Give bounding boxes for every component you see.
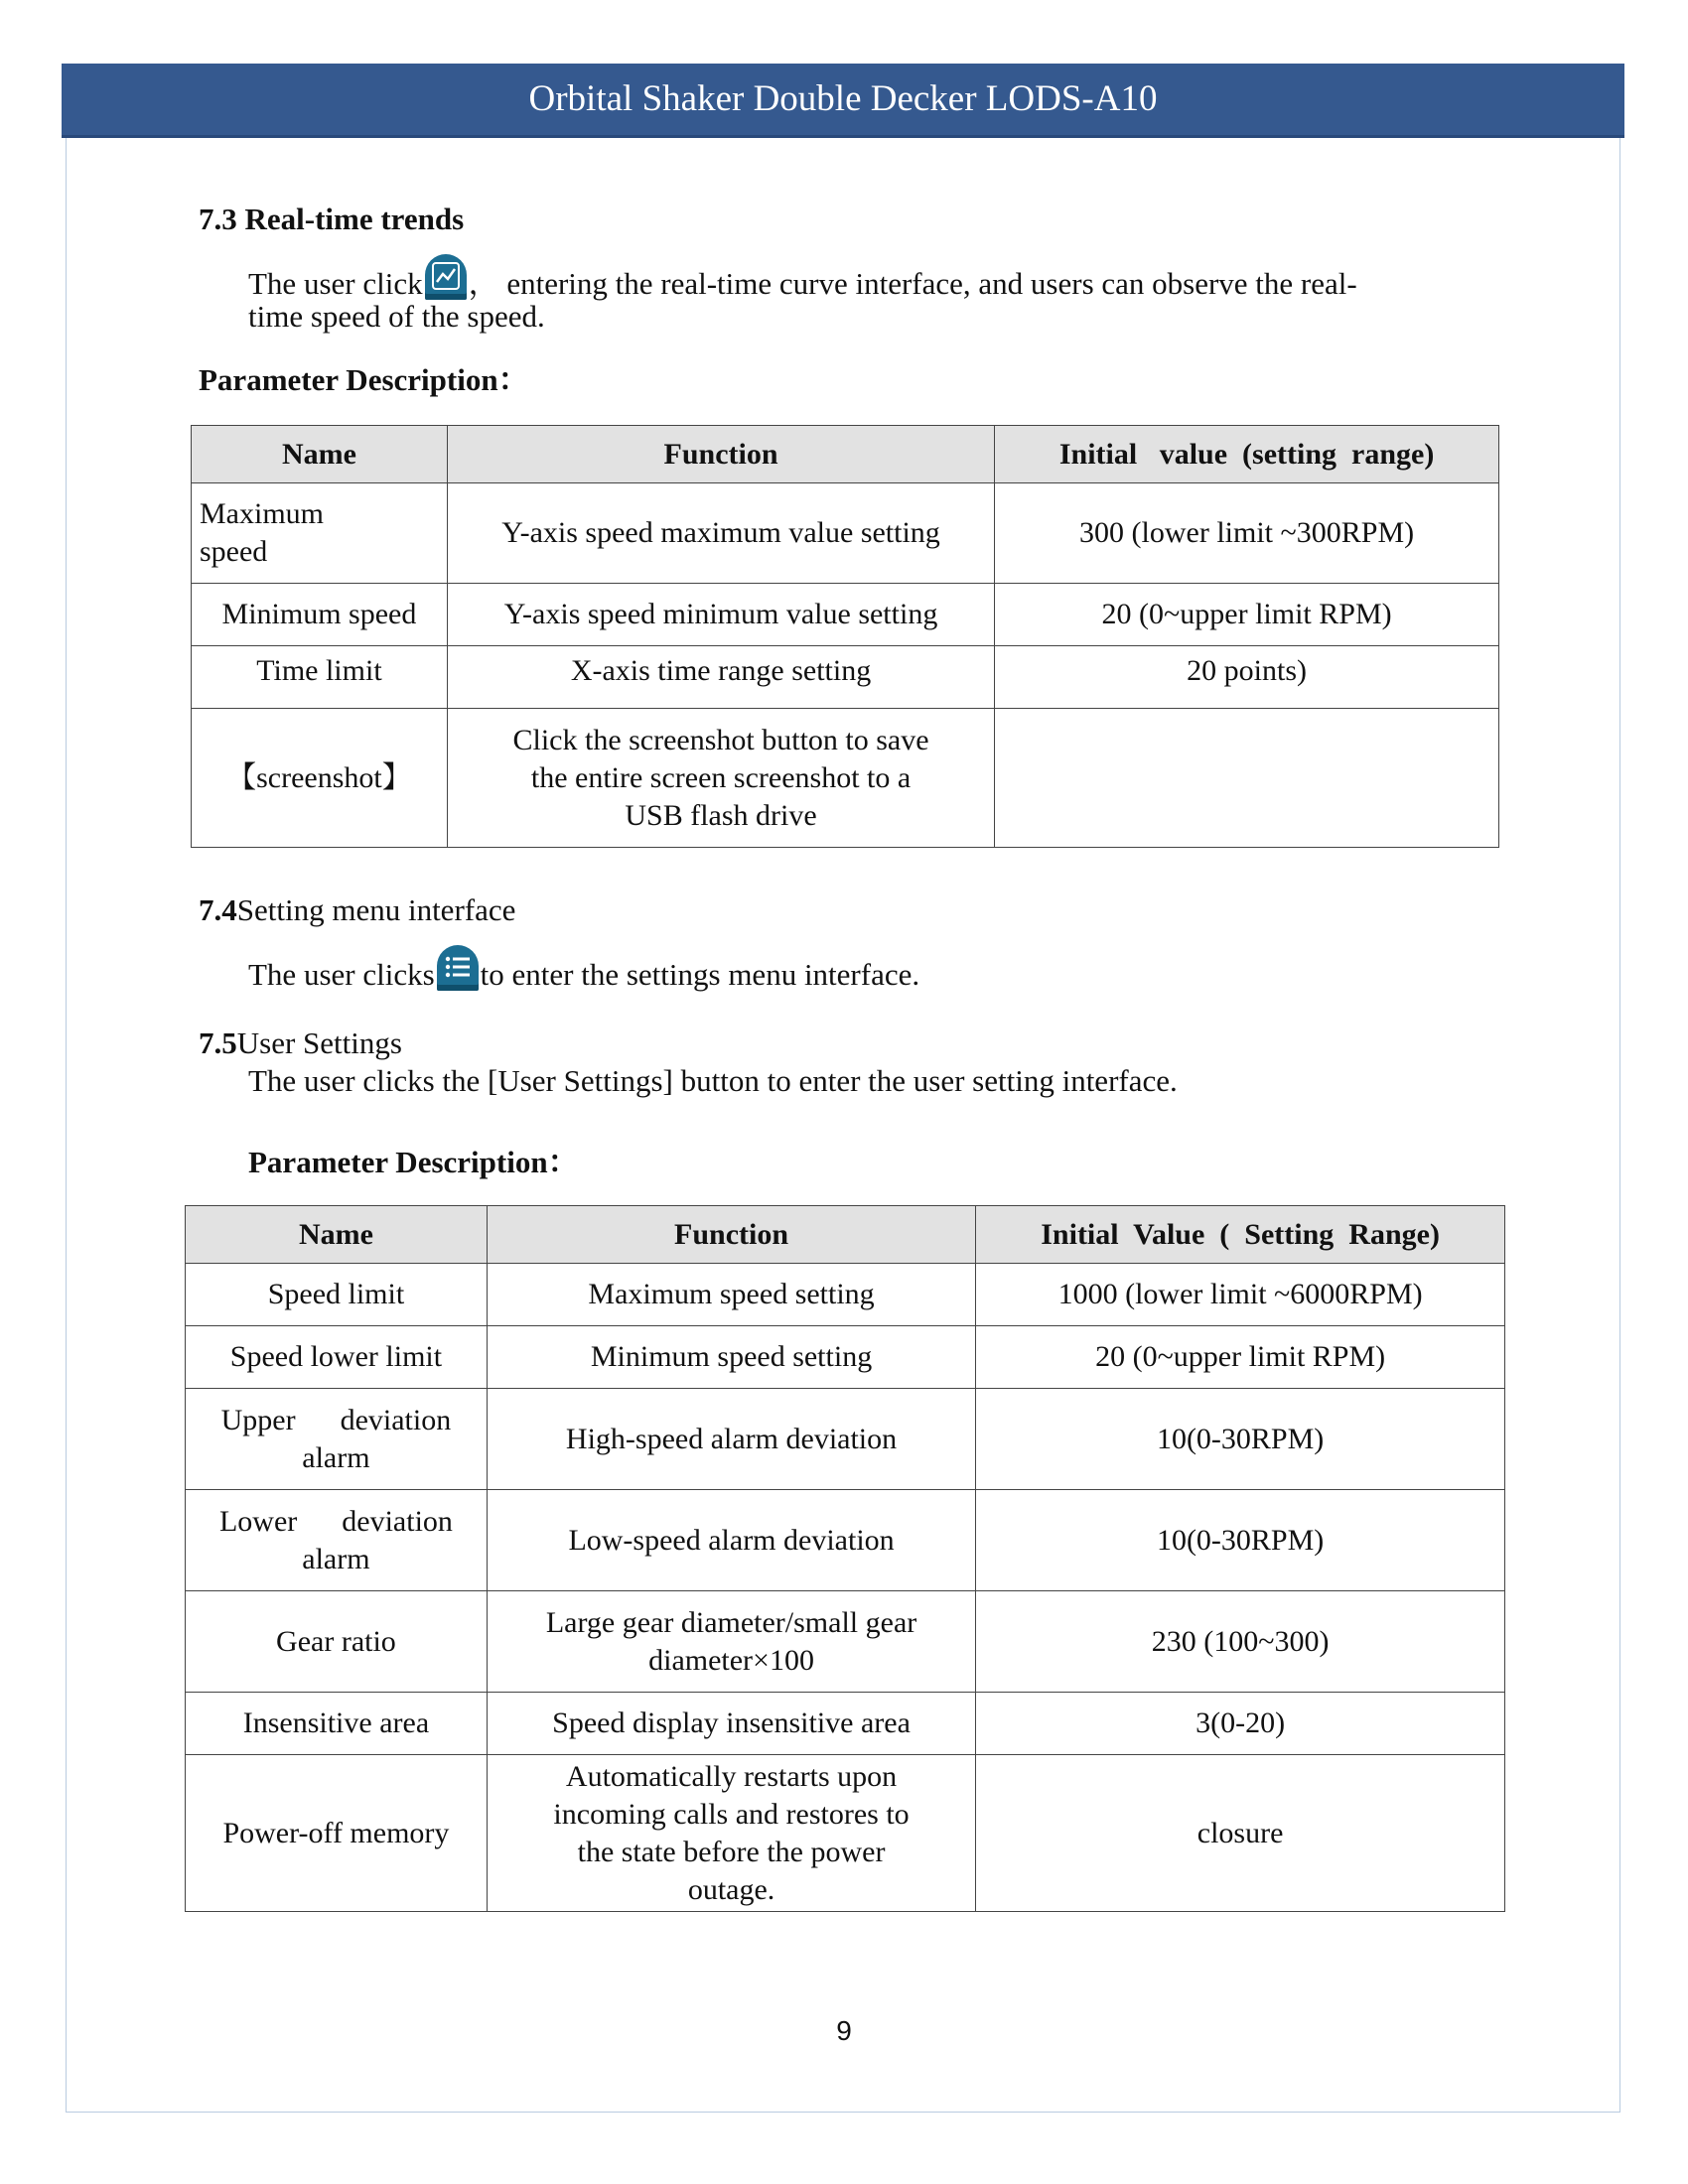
- table2-cell: Low-speed alarm deviation: [487, 1490, 975, 1591]
- table2-cell: 10(0-30RPM): [976, 1490, 1505, 1591]
- table2-header-name: Name: [186, 1206, 488, 1264]
- table2-cell: Speed lower limit: [186, 1326, 488, 1389]
- table2-header-initial: Initial Value ( Setting Range): [976, 1206, 1505, 1264]
- table2-cell: 10(0-30RPM): [976, 1389, 1505, 1490]
- table1-cell: X-axis time range setting: [447, 646, 994, 709]
- section-7-5-number: 7.5: [199, 1025, 237, 1060]
- table2-cell: 20 (0~upper limit RPM): [976, 1326, 1505, 1389]
- section-7-4-heading: [199, 889, 515, 931]
- table2-cell: Gear ratio: [186, 1591, 488, 1693]
- section-7-4-number: 7.4: [199, 892, 237, 927]
- table1-cell: 300 (lower limit ~300RPM): [995, 483, 1499, 584]
- page-header: Orbital Shaker Double Decker LODS-A10: [62, 64, 1624, 138]
- table2-cell: Insensitive area: [186, 1693, 488, 1755]
- section-7-3-line2: time speed of the speed.: [248, 299, 545, 334]
- table2-cell: Power-off memory: [186, 1755, 488, 1912]
- section-7-3-heading: 7.3 Real-time trends: [199, 202, 465, 236]
- section-7-5-heading: [199, 1023, 402, 1064]
- page-number: 9: [836, 2015, 852, 2046]
- table2-cell: 3(0-20): [976, 1693, 1505, 1755]
- line-chart-icon: [425, 254, 467, 300]
- table1-header-initial: Initial value (setting range): [995, 426, 1499, 483]
- table1-header-function: Function: [447, 426, 994, 483]
- table2-cell: High-speed alarm deviation: [487, 1389, 975, 1490]
- table2-cell: Large gear diameter/small gear diameter×100: [487, 1591, 975, 1693]
- section-7-4-line-b: to enter the settings menu interface.: [480, 957, 920, 992]
- realtime-trends-table: [191, 425, 1499, 848]
- list-menu-icon: [437, 945, 479, 991]
- section-7-4-title: Setting menu interface: [236, 892, 516, 927]
- table2-cell: 1000 (lower limit ~6000RPM): [976, 1264, 1505, 1326]
- table2-cell: Speed display insensitive area: [487, 1693, 975, 1755]
- table2-cell: Speed limit: [186, 1264, 488, 1326]
- table1-cell: 20 (0~upper limit RPM): [995, 584, 1499, 646]
- section-7-4-line: [248, 945, 919, 996]
- table1-cell: Y-axis speed maximum value setting: [447, 483, 994, 584]
- table2-cell: Minimum speed setting: [487, 1326, 975, 1389]
- table2-cell: 230 (100~300): [976, 1591, 1505, 1693]
- section-7-5-title: User Settings: [236, 1025, 402, 1060]
- section-7-4-line-a: The user clicks: [248, 957, 435, 992]
- table1-cell: Maximum speed: [192, 483, 448, 584]
- table2-cell: Upper deviation alarm: [186, 1389, 488, 1490]
- table1-cell: 【screenshot】: [192, 709, 448, 848]
- table1-cell: Minimum speed: [192, 584, 448, 646]
- table1-cell: 20 points): [995, 646, 1499, 709]
- section-7-3-line1-a: The user click: [248, 266, 423, 301]
- table1-header-name: Name: [192, 426, 448, 483]
- section-7-5-line: The user clicks the [User Settings] button to enter the user setting interface.: [248, 1063, 1178, 1098]
- table2-cell: closure: [976, 1755, 1505, 1912]
- table2-header-function: Function: [487, 1206, 975, 1264]
- table1-cell: Time limit: [192, 646, 448, 709]
- section-7-5-param-heading: Parameter Description：: [248, 1145, 579, 1179]
- table1-cell: [995, 709, 1499, 848]
- table2-cell: Maximum speed setting: [487, 1264, 975, 1326]
- section-7-3-param-heading: Parameter Description：: [199, 362, 529, 397]
- table1-cell: Y-axis speed minimum value setting: [447, 584, 994, 646]
- table1-cell: Click the screenshot button to save the entire screen screenshot to a USB flash drive: [447, 709, 994, 848]
- section-7-3-line1-b: ， entering the real-time curve interface, and users can observe the real-: [468, 266, 1357, 301]
- table2-cell: Lower deviation alarm: [186, 1490, 488, 1591]
- table2-cell: Automatically restarts upon incoming calls and restores to the state before the power outage.: [487, 1755, 975, 1912]
- user-settings-table: [185, 1205, 1505, 1912]
